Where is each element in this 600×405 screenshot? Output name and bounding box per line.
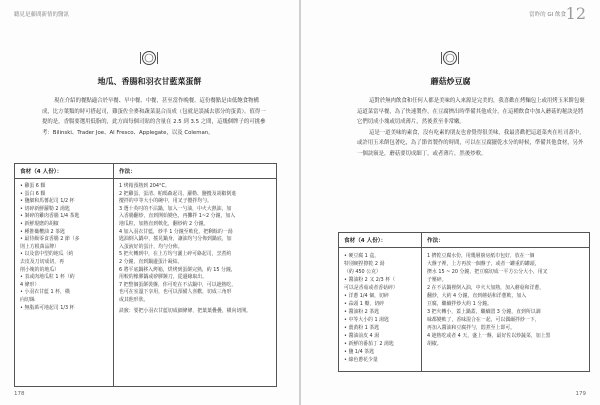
method-step: 匙油倒入鍋中，搖晃鍋身，讓油均勻分佈到鍋底，加 bbox=[119, 236, 232, 243]
ingredient-item: • 醬油粉 2 又 2/3 杯（ bbox=[344, 277, 395, 283]
right-intro-paragraph-2: 這是一道美味的素食，沒有吃素的朋友也會覺得很美味，我最喜歡把這道菜夾在吐司蓋中，或許用玉米餅包著吃，為了節省製作的時間，可以在豆腐擺乾水分的時候，準備其他食材，另外一個訣竅是，蘑菇要切成細丁，或者薄片，然後炒軟。 bbox=[357, 129, 585, 157]
method-step: 3 選十英吋的不沾鍋，加入一勺油，中火大熱油，加 bbox=[119, 205, 232, 212]
ingredient-item: • 硬豆腐 1 盒， bbox=[344, 253, 380, 259]
method-step: 入香腸翻炒，直到開始變色，再攤拌 1~2 分鐘，加入 bbox=[119, 213, 236, 220]
right-recipe-box-divider bbox=[421, 233, 422, 371]
ingredient-item: • 鹽 1/4 茶匙 bbox=[344, 349, 375, 355]
left-intro bbox=[42, 96, 268, 138]
left-recipe-title: 地瓜、香腸和羽衣甘藍菜蛋餅 bbox=[97, 76, 202, 86]
method-step: 4 加入羽衣甘藍，炒半 1 分鐘至軟化，把剩餘的一湯 bbox=[119, 228, 233, 235]
ingredient-item: • 以及當中型的地瓜（約 bbox=[20, 251, 74, 258]
right-recipe-title: 蘑菇炒豆腐 bbox=[430, 76, 471, 86]
left-tip: 訣竅：要把小羽衣甘藍切成細條條，把葉葉疊疊，橫向切開。 bbox=[119, 307, 252, 314]
ingredient-item: • 蒜頭 1 瓣，切碎 bbox=[344, 301, 385, 307]
left-page bbox=[0, 0, 299, 405]
ingredient-item: 4 條形） bbox=[20, 281, 40, 288]
ingredient-item: • 醬油前皮 4 湯 bbox=[344, 333, 380, 339]
method-step: 也可在室溫下享用，也可以預備人喜歡，切成三角形 bbox=[119, 289, 232, 296]
method-step: 子壓碎。 bbox=[427, 277, 447, 283]
left-intro-paragraph: 現在介紹的餐點適合於早餐、早中餐、中餐，甚至當作晚餐。這份餐點是由低飽食物構成，比方葉類的時可搭起司，雞蛋佐全麥和蔬菜混合而成（包就是誤減去那分的蛋黃）。值得一提的是，香腸要選用低脂的，此方面每個司貼的含量在 2.5 到 3.5 之間，這幾個牌子的可挑參考：Bilinski、Trader Joe、Al Fresco、Applegate，以及 Coleman。 bbox=[42, 98, 266, 136]
left-method-list bbox=[119, 183, 273, 315]
method-step: 再加入醬油和豆腐拌勻，悶煮至上即可。 bbox=[427, 325, 516, 331]
ingredient-item: • 新鮮現磨的胡椒 bbox=[20, 220, 59, 227]
chapter-number: 12 bbox=[565, 4, 586, 23]
method-step: 6 將平底鍋移入烤箱，烘烤到蛋餅完熟，約 15 分鐘， bbox=[119, 266, 236, 273]
method-step: 大盤子裡，上方再放一個盤子，或者一罐重的罐頭， bbox=[427, 261, 540, 267]
right-ingredients-label: 食材（4 人份）： bbox=[344, 238, 387, 244]
method-step: 3 把火轉小，蓋上鍋蓋，繼續悶 3 分鐘，直到所以調 bbox=[427, 309, 541, 315]
ingredient-item: 去皮及刀切成切，再 bbox=[20, 258, 65, 265]
left-ingredients-label: 食材（4 人份）： bbox=[20, 169, 63, 175]
left-page-number: 178 bbox=[14, 391, 25, 397]
ingredient-item: • 切碎新鮮蘿勒 2 湯匙 bbox=[20, 205, 70, 212]
method-step: 翻炒，大約 4 分鐘，直到蘑菇和洋蔥軟，加入 bbox=[427, 293, 527, 299]
ingredient-item: • 小羽衣甘藍 1 杯，橫 bbox=[20, 289, 70, 296]
right-intro-paragraph-1: 這對於無肉飲食和任何人都是美味的入來源是完美的，我喜歡在烤麵包上或用烤玉米餅包裹這道菜當早餐，為了快速製作，在豆腐擠出時準備其他成分，在這種飲食中加入蘑菇的秘訣是將它們切成小塊或切成薄片，然後煮至非常嫩。 bbox=[357, 98, 585, 126]
method-step: 1 擠乾豆腐水份，用幾層廚房紙巾包好，放在一個 bbox=[427, 253, 535, 259]
ingredient-item: • 中等大小的 1 湯匙 bbox=[344, 317, 389, 323]
method-step: 7 把整個蛋餅裝盤，你可吃在不沾鍋中，可以趁熱吃， bbox=[119, 281, 237, 288]
ingredient-item: 則上方根萬品牌） bbox=[20, 243, 60, 250]
right-method-label: 作法： bbox=[427, 238, 444, 244]
plate-cutlery-icon bbox=[440, 48, 460, 68]
method-step: 豆腐，繼續拌炒大約 1 分鐘。 bbox=[427, 301, 492, 307]
method-step: 2 把雞蛋、蛋清、帕瑪森起司、蘿勒、鹽攪及胡椒倒進 bbox=[119, 190, 237, 197]
ingredient-item: （約 450 公克） bbox=[344, 269, 381, 275]
ingredient-item: 可以是香菇或者香菇碎） bbox=[344, 285, 398, 291]
method-step: 入蛋液好的蛋汁，均勻分佈。 bbox=[119, 243, 183, 250]
method-step: 用較的橡膠鍋或矽膠鏟刀，從邊緣取出。 bbox=[119, 274, 208, 281]
left-ingredients-list bbox=[20, 183, 110, 312]
ingredient-item: • 鹽細和馬薯起司 1/2 杯 bbox=[20, 198, 75, 205]
ingredient-item: • 新鮮的番茄丁 2 湯匙 bbox=[344, 341, 394, 347]
ingredient-item: • 表或肉地瓜粒 1 杯（約 bbox=[20, 274, 75, 281]
ingredient-item: • 洋蔥 1/4 個，切碎 bbox=[344, 293, 389, 299]
right-page-number: 179 bbox=[575, 391, 586, 397]
right-intro bbox=[357, 96, 586, 160]
method-step: 4 趁熱吃或者 4 天，盛上一盤，最好佐以炒蔬菜，加上黑 bbox=[427, 333, 551, 339]
ingredient-item: • 種推橄欖油 2 茶匙 bbox=[20, 228, 65, 235]
right-page bbox=[301, 0, 600, 405]
ingredient-item: • 綠色蔥花少量 bbox=[344, 357, 378, 363]
left-recipe-box bbox=[14, 163, 277, 387]
ingredient-item: 向切絲 bbox=[20, 296, 35, 303]
ingredient-item: 特別硬捏擦乾 2 湯 bbox=[344, 261, 385, 267]
right-ingredients-list bbox=[344, 252, 420, 364]
ingredient-item: • 剝碎的雞肉香腸 1/4 茶匙 bbox=[20, 213, 80, 220]
method-step: 味都變軟了，香味混合在一起，可以偶爾拌炒一下， bbox=[427, 317, 540, 323]
method-step: 2 分鐘，直到鍋邊蛋汁凝結。 bbox=[119, 258, 183, 265]
method-step: 地瓜粒，加熱直到軟化，翻炒約 2 分鐘。 bbox=[119, 220, 209, 227]
left-recipe-box-divider bbox=[113, 164, 114, 386]
ingredient-item: • 最待級零食香腸 2 節（多 bbox=[20, 236, 80, 243]
right-recipe-box bbox=[338, 232, 590, 372]
method-step: 2 在不沾鍋裡倒入油，中火大加熱，加入蘑菇和洋蔥， bbox=[427, 285, 545, 291]
method-step: 擠水 15 ~ 20 分鐘，把豆腐切成一平方公分大小，用叉 bbox=[427, 269, 548, 275]
method-step: 5 把火轉到中，在上方均勻灑上碎可絡起司，烹煮約 bbox=[119, 251, 232, 258]
right-method-list bbox=[427, 252, 586, 348]
left-method-label: 作法： bbox=[119, 169, 136, 175]
ingredient-item: 削小塊的的地瓜） bbox=[20, 266, 60, 273]
method-step: 1 烤箱預熱到 204°C。 bbox=[119, 183, 170, 189]
ingredient-item: • 醬油粉 2 茶匙 bbox=[344, 309, 380, 315]
method-step: 或其他形狀。 bbox=[119, 296, 149, 303]
ingredient-item: • 雞蛋 6 顆 bbox=[20, 183, 46, 189]
method-step: 攪拌的中等大小的碗中，用叉子攪拌均勻。 bbox=[119, 198, 212, 205]
plate-cutlery-icon bbox=[139, 48, 159, 68]
ingredient-item: • 無脂萬可地起司 1/3 杯 bbox=[20, 304, 75, 311]
method-step: 胡椒。 bbox=[427, 341, 442, 347]
left-running-head: 聽見是藤間新情的醫訊 bbox=[14, 12, 70, 18]
ingredient-item: • 薑黃粉 1 茶匙 bbox=[344, 325, 380, 331]
ingredient-item: • 蛋白 6 顆 bbox=[20, 190, 46, 197]
right-running-head: 當昨的 GI 飲食 bbox=[529, 12, 566, 18]
